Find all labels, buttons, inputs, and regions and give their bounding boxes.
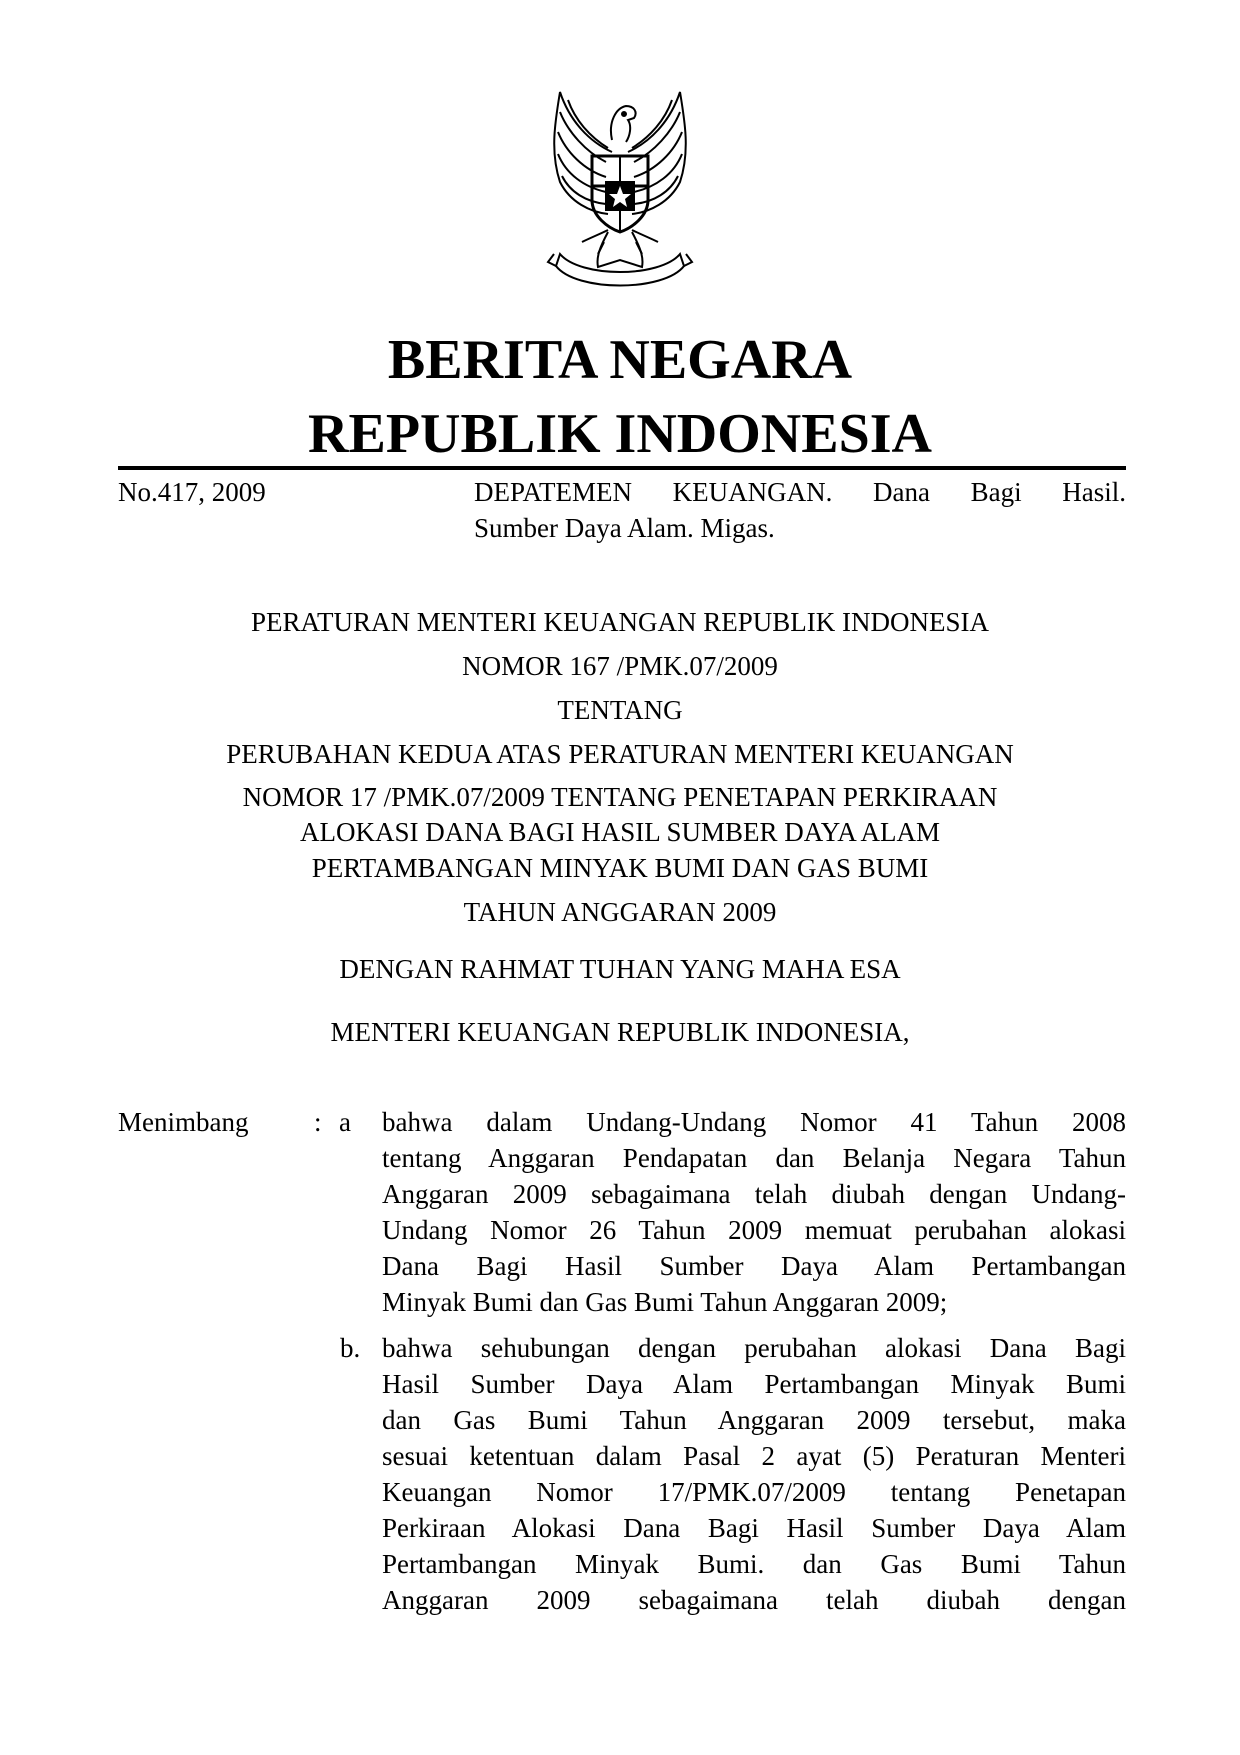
masthead-title-line2: REPUBLIK INDONESIA <box>308 403 932 465</box>
regulation-title-line: PERUBAHAN KEDUA ATAS PERATURAN MENTERI KEUANGAN <box>226 739 1014 769</box>
regulation-title-line: PERTAMBANGAN MINYAK BUMI DAN GAS BUMI <box>311 853 929 883</box>
consideration-letter: b. <box>340 1333 361 1363</box>
paragraph-line: bahwa dalam Undang-Undang Nomor 41 Tahun 2008 <box>382 1107 1126 1137</box>
paragraph-line: Undang Nomor 26 Tahun 2009 memuat perubahan alokasi <box>382 1215 1126 1245</box>
paragraph-line: Anggaran 2009 sebagaimana telah diubah dengan Undang- <box>382 1179 1126 1209</box>
paragraph-line: tentang Anggaran Pendapatan dan Belanja Negara Tahun <box>382 1143 1126 1173</box>
regulation-number: NOMOR 167 /PMK.07/2009 <box>462 651 778 681</box>
preamble-line: DENGAN RAHMAT TUHAN YANG MAHA ESA <box>339 954 901 984</box>
paragraph-line: Pertambangan Minyak Bumi. dan Gas Bumi Tahun <box>382 1549 1126 1579</box>
considerations-label: Menimbang <box>118 1107 249 1137</box>
consideration-item-a <box>382 1104 1126 1320</box>
masthead-divider <box>118 466 1126 470</box>
department-subject-line: DEPATEMEN KEUANGAN. Dana Bagi Hasil. <box>474 477 1126 507</box>
considerations-colon: : <box>314 1107 322 1137</box>
preamble-line: MENTERI KEUANGAN REPUBLIK INDONESIA, <box>330 1017 910 1047</box>
department-subject <box>474 474 1126 546</box>
regulation-title-line: NOMOR 17 /PMK.07/2009 TENTANG PENETAPAN PERKIRAAN <box>242 782 998 812</box>
paragraph-line: Keuangan Nomor 17/PMK.07/2009 tentang Penetapan <box>382 1477 1126 1507</box>
paragraph-line: bahwa sehubungan dengan perubahan alokasi Dana Bagi <box>382 1333 1126 1363</box>
regulation-title-line: TENTANG <box>557 695 683 725</box>
paragraph-line: Anggaran 2009 sebagaimana telah diubah dengan <box>382 1585 1126 1615</box>
consideration-letter: a <box>339 1107 351 1137</box>
regulation-title-line: ALOKASI DANA BAGI HASIL SUMBER DAYA ALAM <box>299 817 941 847</box>
paragraph-line: Perkiraan Alokasi Dana Bagi Hasil Sumber Daya Alam <box>382 1513 1126 1543</box>
paragraph-line: dan Gas Bumi Tahun Anggaran 2009 tersebut, maka <box>382 1405 1126 1435</box>
paragraph-line: Hasil Sumber Daya Alam Pertambangan Minyak Bumi <box>382 1369 1126 1399</box>
paragraph-line: Minyak Bumi dan Gas Bumi Tahun Anggaran 2009; <box>382 1287 948 1317</box>
regulation-title-line: TAHUN ANGGARAN 2009 <box>463 897 777 927</box>
gazette-number: No.417, 2009 <box>118 477 266 507</box>
paragraph-line: sesuai ketentuan dalam Pasal 2 ayat (5) Peraturan Menteri <box>382 1441 1126 1471</box>
regulation-title-line: PERATURAN MENTERI KEUANGAN REPUBLIK INDONESIA <box>251 607 989 637</box>
masthead-title-line1: BERITA NEGARA <box>387 329 853 391</box>
department-subject-line: Sumber Daya Alam. Migas. <box>474 513 775 543</box>
garuda-emblem-icon <box>520 82 720 302</box>
consideration-item-b <box>382 1330 1126 1618</box>
paragraph-line: Dana Bagi Hasil Sumber Daya Alam Pertambangan <box>382 1251 1126 1281</box>
